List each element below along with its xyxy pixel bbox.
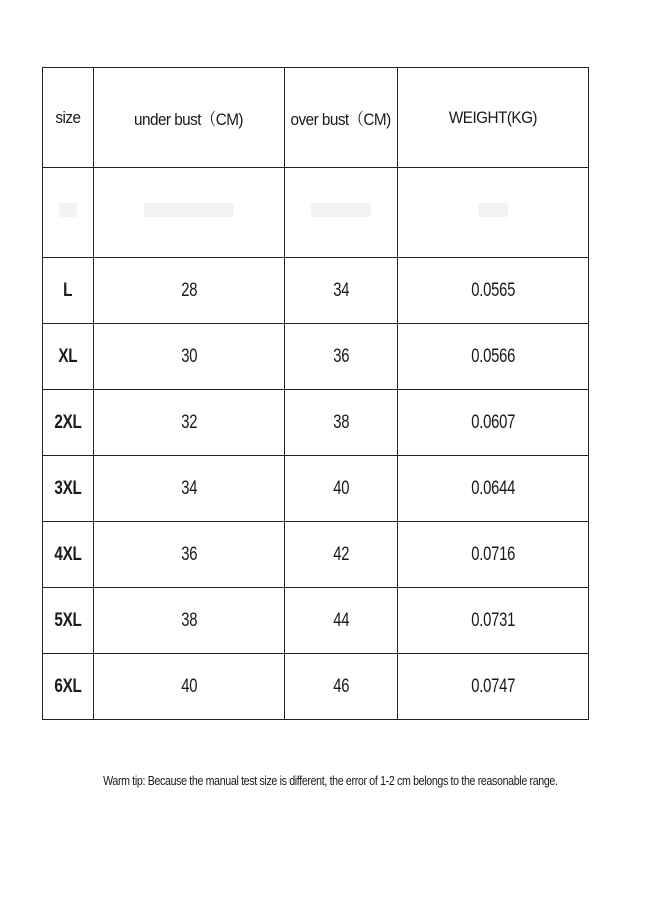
table-row <box>43 390 589 456</box>
faded-cell <box>398 168 589 258</box>
faded-cell <box>94 168 285 258</box>
over-bust-cell: 46 <box>285 654 398 720</box>
over-bust-cell: 42 <box>285 522 398 588</box>
size-cell: 3XL <box>43 456 94 522</box>
header-row <box>43 68 589 168</box>
under-bust-cell: 38 <box>94 588 285 654</box>
header-size: size <box>43 68 94 168</box>
table-row <box>43 258 589 324</box>
size-chart-table <box>42 67 589 720</box>
header-under-bust: under bust（CM) <box>94 68 285 168</box>
faded-row <box>43 168 589 258</box>
size-cell: 4XL <box>43 522 94 588</box>
size-cell: XL <box>43 324 94 390</box>
header-over-bust: over bust（CM) <box>285 68 398 168</box>
under-bust-cell: 32 <box>94 390 285 456</box>
weight-cell: 0.0716 <box>398 522 589 588</box>
over-bust-cell: 40 <box>285 456 398 522</box>
weight-cell: 0.0747 <box>398 654 589 720</box>
under-bust-cell: 36 <box>94 522 285 588</box>
table-row <box>43 588 589 654</box>
under-bust-cell: 30 <box>94 324 285 390</box>
size-cell: L <box>43 258 94 324</box>
weight-cell: 0.0644 <box>398 456 589 522</box>
header-weight: WEIGHT(KG) <box>398 68 589 168</box>
weight-cell: 0.0731 <box>398 588 589 654</box>
weight-cell: 0.0607 <box>398 390 589 456</box>
under-bust-cell: 40 <box>94 654 285 720</box>
under-bust-cell: 28 <box>94 258 285 324</box>
table-row <box>43 456 589 522</box>
size-cell: 2XL <box>43 390 94 456</box>
size-cell: 6XL <box>43 654 94 720</box>
over-bust-cell: 36 <box>285 324 398 390</box>
table-row <box>43 654 589 720</box>
table-row <box>43 522 589 588</box>
over-bust-cell: 38 <box>285 390 398 456</box>
size-cell: 5XL <box>43 588 94 654</box>
table-row <box>43 324 589 390</box>
weight-cell: 0.0566 <box>398 324 589 390</box>
over-bust-cell: 44 <box>285 588 398 654</box>
warm-tip-note: Warm tip: Because the manual test size is different, the error of 1-2 cm belongs to the reasonable range. <box>102 774 558 788</box>
faded-cell <box>285 168 398 258</box>
faded-cell <box>43 168 94 258</box>
weight-cell: 0.0565 <box>398 258 589 324</box>
over-bust-cell: 34 <box>285 258 398 324</box>
under-bust-cell: 34 <box>94 456 285 522</box>
